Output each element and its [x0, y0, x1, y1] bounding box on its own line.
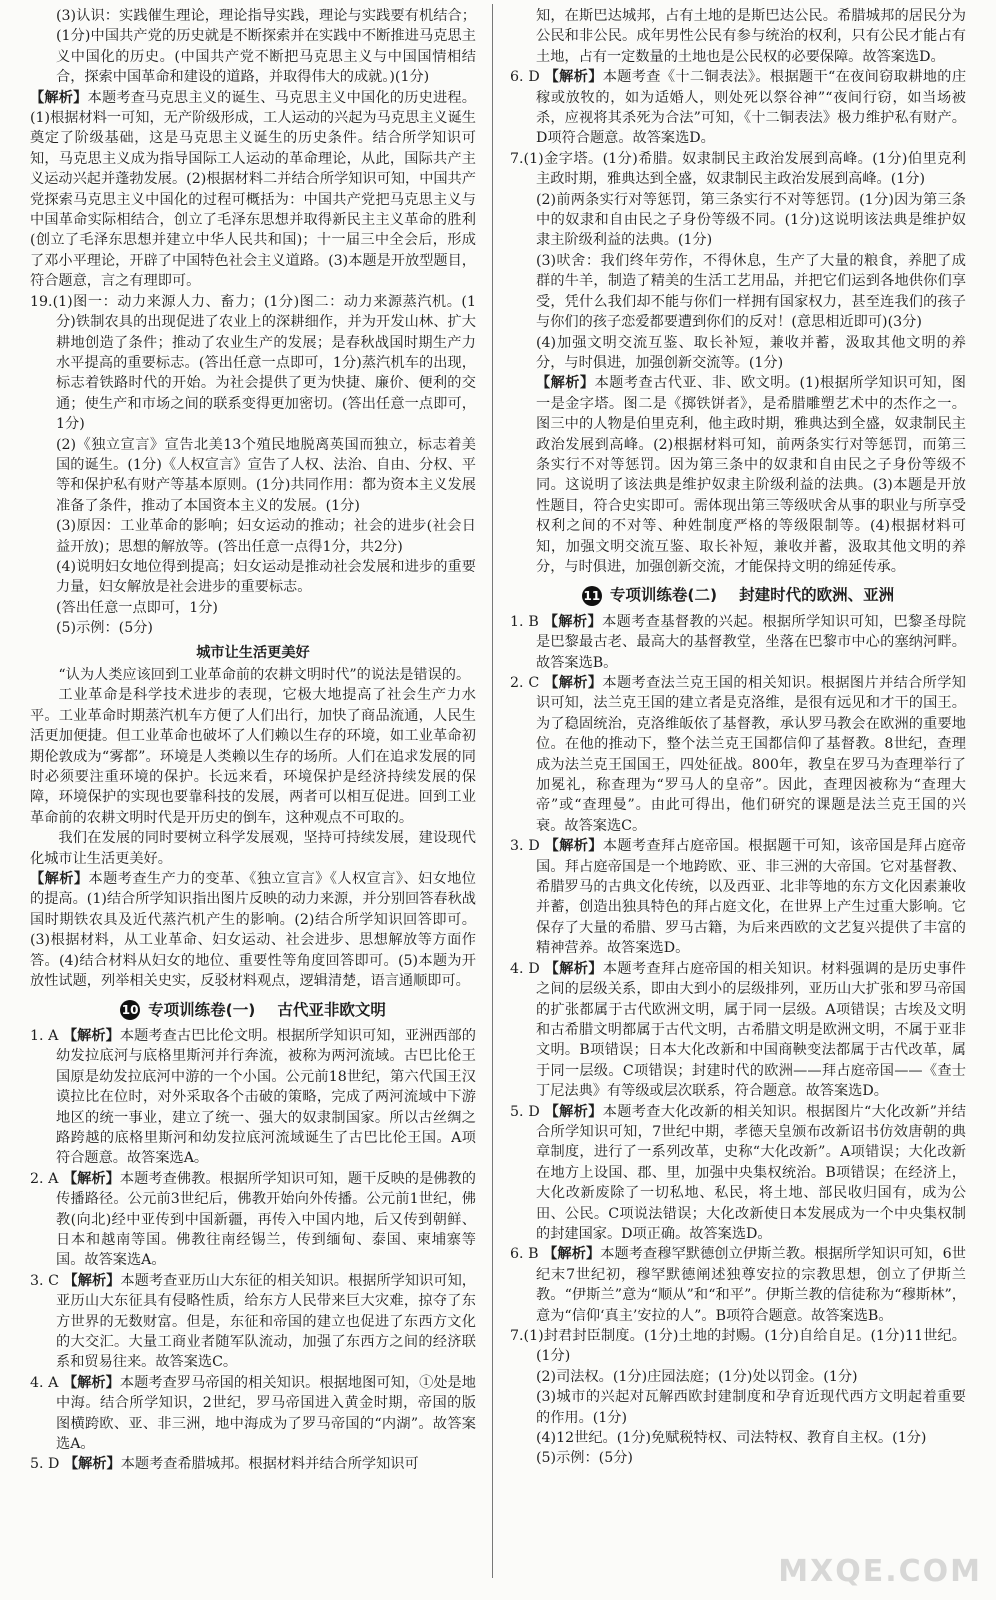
answer-paragraph: (3)吠舍：我们终年劳作，不得休息，生产了大量的粮食，养肥了成群的牛羊，制造了精美的生活工艺用品，并把它们运到各地供你们享受，凭什么我们却不能与你们一样拥有国家权力，甚至连我们的孩子与你们的孩子恋爱都要遭到你们的反对！(意思相近即可)(3分) [536, 252, 966, 331]
section-topic: 古代亚非欧文明 [277, 1000, 386, 1019]
right-column [510, 6, 966, 1580]
answer-paragraph: (4)说明妇女地位得到提高；妇女运动是推动社会发展和进步的重要力量，妇女解放是社会进步的重要标志。 [56, 558, 476, 596]
analysis-tag: 【解析】 [62, 1170, 120, 1187]
analysis-block [30, 869, 476, 991]
analysis-text: 本题考查拜占庭帝国。根据题干可知，该帝国是拜占庭帝国。拜占庭帝国是一个地跨欧、亚、非三洲的大帝国。它对基督教、希腊罗马的古典文化传统，以及西亚、北非等地的东方文化因素兼收并蓄，创造出独具特色的拜占庭文化，在世界上产生过重大影响。它保存了大量的希腊、罗马古籍，为后来西欧的文艺复兴提供了丰富的精神营养。故答案选D。 [536, 838, 966, 957]
analysis-tag: 【解析】 [63, 1456, 121, 1473]
answer-item [510, 67, 966, 149]
analysis-text: 本题考查基督教的兴起。根据所学知识可知，巴黎圣母院是巴黎最古老、最高大的基督教堂，坐落在巴黎市中心的塞纳河畔。故答案选B。 [536, 613, 966, 671]
analysis-tag: 【解析】 [30, 871, 89, 888]
essay-title: 城市让生活更美好 [196, 644, 310, 661]
answer-choice: 3. C [30, 1272, 59, 1289]
analysis-tag: 【解析】 [544, 69, 603, 86]
analysis-text: 本题考查生产力的变革、《独立宣言》《人权宣言》、妇女地位的提高。(1)结合所学知识指出图片反映的动力来源，并分别回答春秋战国时期铁农具及近代蒸汽机产生的影响。(2)结合所学知识回答即可。(3)根据材料，从工业革命、妇女运动、社会进步、思想解放等方面作答。(4)结合材料从妇女的地位、重要性等角度回答即可。(5)本题为开放性试题，列举相关史实，反驳材料观点，逻辑清楚，语言通顺即可。 [30, 871, 476, 990]
analysis-tag: 【解析】 [544, 675, 603, 691]
answer-paragraph: (2)《独立宣言》宣告北美13个殖民地脱离英国而独立，标志着美国的诞生。(1分)《人权宣言》宣告了人权、法治、自由、分权、平等和保护私有财产等基本原则。(1分)共同作用：都为资本主义发展准备了条件，推动了本国资本主义的发展。(1分) [56, 436, 476, 514]
analysis-text: 本题考查古巴比伦文明。根据所学知识可知，亚洲西部的幼发拉底河与底格里斯河并行奔流，被称为两河流域。古巴比伦王国原是幼发拉底河中游的一个小国。公元前18世纪，第六代国王汉谟拉比在位时，对外采取各个击破的策略，完成了两河流域中下游地区的统一事业，建立了统一、强大的奴隶制国家。所以古丝绸之路跨越的底格里斯河和幼发拉底河流域诞生了古巴比伦王国。A项符合题意。故答案选A。 [56, 1027, 476, 1167]
answer-paragraph: (2)司法权。(1分)庄园法庭；(1分)处以罚金。(1分) [536, 1368, 858, 1385]
analysis-text: 本题考查大化改新的相关知识。根据图片“大化改新”并结合所学知识可知，7世纪中期，孝德天皇颁布改新诏书仿效唐朝的典章制度，进行了一系列改革，史称“大化改新”。A项错误；大化改新在地方上设国、郡、里，加强中央集权统治。B项错误；在经济上，大化改新废除了一切私地、私民，将土地、部民收归国有，成为公田、公民。C项说法错误；大化改新使日本发展成为一个中央集权制的封建国家。D项正确。故答案选D。 [536, 1103, 966, 1242]
answer-paragraph: (5)示例：(5分) [56, 620, 153, 637]
analysis-tag: 【解析】 [543, 613, 603, 630]
site-watermark: MXQE.COM [778, 1553, 982, 1589]
answer-paragraph: (3)原因：工业革命的影响；妇女运动的推动；社会的进步(社会日益开放)；思想的解放等。(答出任意一点得1分，共2分) [56, 518, 476, 555]
answer-item [510, 959, 966, 1102]
answer-paragraph: (4)12世纪。(1分)免赋税特权、司法特权、教育自主权。(1分) [536, 1430, 927, 1447]
analysis-block [30, 88, 476, 292]
answer-paragraph: 7.(1)金字塔。(1分)希腊。奴隶制民主政治发展到高峰。(1分)伯里克利主政时期，雅典达到全盛，奴隶制民主政治发展到高峰。(1分) [510, 150, 966, 188]
answer-item [30, 1454, 476, 1474]
section-label: 专项训练卷(二) [609, 586, 718, 605]
analysis-text: 本题考查古代亚、非、欧文明。(1)根据所学知识可知，图一是金字塔。图二是《掷铁饼者》，是希腊雕塑艺术中的杰作之一。图三中的人物是伯里克利，他主政时期，雅典达到全盛，奴隶制民主政治发展到高峰。(2)根据材料可知，前两条实行对等惩罚，而第三条实行不对等惩罚。因为第三条中的奴隶和自由民之子身份等级不同。这说明了该法典是维护奴隶主阶级利益的法典。(3)本题是开放性题目，符合史实即可。需体现出第三等级吠舍从事的职业与所享受权利之间的不对等、种姓制度严格的等级限制等。(4)根据材料可知，加强文明交流互鉴、取长补短，兼收并蓄，汲取其他文明的养分，与时俱进，加强创新交流，才能保持文明的绵延传承。 [536, 375, 966, 575]
analysis-tag: 【解析】 [62, 1374, 120, 1391]
analysis-text: 本题考查亚历山大东征的相关知识。根据所学知识可知，亚历山大东征具有侵略性质，给东方人民带来巨大灾难，掠夺了东方世界的无数财富。但是，东征和帝国的建立也促进了东西方文化的大交汇。大量工商业者随军队流动，加强了东西方之间的经济联系和贸易往来。故答案选C。 [56, 1272, 476, 1371]
section-number-badge: 11 [582, 586, 602, 606]
answer-choice: 1. A [30, 1027, 59, 1044]
answer-item [510, 612, 966, 673]
answer-item [30, 1373, 476, 1455]
analysis-text: 本题考查罗马帝国的相关知识。根据地图可知，①处是地中海。结合所学知识，2世纪，罗马帝国进入黄金时期，帝国的版图横跨欧、亚、非三洲，地中海成为了罗马帝国的“内湖”。故答案选A。 [56, 1374, 476, 1453]
essay-paragraph: “认为人类应该回到工业革命前的农耕文明时代”的说法是错误的。 [58, 667, 471, 683]
left-column [30, 6, 476, 1580]
answer-paragraph: (3)城市的兴起对瓦解西欧封建制度和孕育近现代西方文明起着重要的作用。(1分) [536, 1389, 966, 1426]
analysis-text: 本题考查法兰克王国的相关知识。根据图片并结合所学知识可知，法兰克王国的建立者是克洛维，是很有远见和才干的国王。为了稳固统治，克洛维皈依了基督教，承认罗马教会在欧洲的重要地位。在他的推动下，整个法兰克王国都信仰了基督教。8世纪，查理成为法兰克王国国王，四处征战。800年，教皇在罗马为查理举行了加冕礼，称查理为“罗马人的皇帝”。因此，查理因被称为“查理大帝”或“查理曼”。由此可得出，他们研究的课题是法兰克王国的兴衰。故答案选C。 [536, 675, 966, 834]
answer-choice: 5. D [30, 1456, 60, 1473]
essay-paragraph: 我们在发展的同时要树立科学发展观，坚持可持续发展，建设现代化城市让生活更美好。 [30, 830, 476, 867]
answer-paragraph: (5)示例：(5分) [536, 1450, 633, 1467]
answer-paragraph: (3)认识：实践催生理论，理论指导实践，理论与实践要有机结合；(1分)中国共产党的历史就是不断探索并在实践中不断推进马克思主义中国化的历史。(中国共产党不断把马克思主义与中国国情相结合，探索中国革命和建设的道路，并取得伟大的成就。)(1分) [56, 8, 476, 86]
answer-choice: 1. B [510, 613, 539, 630]
analysis-tag: 【解析】 [62, 1027, 120, 1044]
analysis-text: 本题考查拜占庭帝国的相关知识。材料强调的是历史事件之间的层级关系，即由大到小的层级排列，亚历山大扩张和罗马帝国的扩张都属于古代欧洲文明，属于同一层级。A项错误；古埃及文明和古希腊文明都属于古代文明，古希腊文明是欧洲文明，不属于亚非文明。B项错误；日本大化改新和中国商鞅变法都属于古代改革，属于同一层级。C项错误；封建时代的欧洲——拜占庭帝国——《查士丁尼法典》有等级或层次联系，符合题意。故答案选D。 [536, 960, 966, 1100]
answer-item [510, 1102, 966, 1245]
analysis-tag: 【解析】 [543, 1246, 601, 1263]
answer-paragraph: 知，在斯巴达城邦，占有土地的是斯巴达公民。希腊城邦的居民分为公民和非公民。成年男性公民有参与统治的权利，只有公民才能占有土地，占有一定数量的土地也是公民权的必要保障。故答案选D。 [536, 8, 966, 65]
answer-item [510, 1244, 966, 1326]
section-header [510, 585, 966, 605]
analysis-text: 本题考查马克思主义的诞生、马克思主义中国化的历史进程。(1)根据材料一可知，无产阶级形成，工人运动的兴起为马克思主义诞生奠定了阶级基础，这是马克思主义诞生的历史条件。结合所学知识可知，马克思主义成为指导国际工人运动的革命理论，从此，国际共产主义运动兴起并蓬勃发展。(2)根据材料二并结合所学知识可知，中国共产党探索马克思主义中国化的过程可概括为：中国共产党把马克思主义与中国革命实际相结合，创立了毛泽东思想并取得新民主主义革命的胜利(创立了毛泽东思想并建立中华人民共和国)；十一届三中全会后，形成了邓小平理论，开辟了中国特色社会主义道路。(3)本题是开放型题目，符合题意，言之有理即可。 [30, 89, 476, 290]
analysis-tag: 【解析】 [536, 375, 595, 392]
answer-choice: 5. D [510, 1103, 540, 1120]
answer-item [30, 1271, 476, 1373]
analysis-tag: 【解析】 [544, 838, 603, 855]
answer-choice: 6. D [510, 69, 540, 86]
essay-paragraph: 工业革命是科学技术进步的表现，它极大地提高了社会生产力水平。工业革命时期蒸汽机车方便了人们出行，加快了商品流通，人民生活更加便捷。但工业革命也破坏了人们赖以生存的环境，如工业革命初期伦敦成为“雾都”。环境是人类赖以生存的场所。人们在追求发展的同时必须要注重环境的保护。长远来看，环境保护是经济持续发展的保障，环境保护的实现也要靠科技的发展，两者可以相互促进。回到工业革命前的农耕文明时代是开历史的倒车，这种观点不可取的。 [30, 687, 476, 826]
answer-paragraph: 7.(1)封君封臣制度。(1分)土地的封赐。(1分)自给自足。(1分)11世纪。(1分) [510, 1328, 966, 1365]
analysis-text: 本题考查穆罕默德创立伊斯兰教。根据所学知识可知，6世纪末7世纪初，穆罕默德阐述独尊安拉的宗教思想，创立了伊斯兰教。“伊斯兰”意为“顺从”和“和平”。伊斯兰教的信徒称为“穆斯林”，意为“信仰‘真主’安拉的人”。B项符合题意。故答案选B。 [536, 1246, 966, 1324]
answer-paragraph: (2)前两条实行对等惩罚，第三条实行不对等惩罚。(1分)因为第三条中的奴隶和自由民之子身份等级不同。(1分)这说明该法典是维护奴隶主阶级利益的法典。(1分) [536, 191, 966, 249]
answer-choice: 2. C [510, 675, 540, 691]
answer-choice: 2. A [30, 1170, 59, 1187]
answer-item [510, 673, 966, 836]
column-divider [492, 4, 493, 1578]
analysis-block [510, 373, 966, 577]
analysis-text: 本题考查佛教。根据所学知识可知，题干反映的是佛教的传播路径。公元前3世纪后，佛教开始向外传播。公元前1世纪，佛教(向北)经中亚传到中国新疆，再传入中国内地，后又传到朝鲜、日本和越南等国。佛教往南经锡兰，传到缅甸、泰国、柬埔寨等国。故答案选A。 [56, 1170, 476, 1269]
analysis-tag: 【解析】 [63, 1272, 121, 1289]
answer-choice: 3. D [510, 838, 540, 855]
analysis-tag: 【解析】 [544, 960, 603, 977]
answer-choice: 4. D [510, 960, 540, 977]
answer-choice: 6. B [510, 1246, 539, 1263]
section-header [30, 1000, 476, 1020]
answer-item [510, 836, 966, 958]
analysis-text: 本题考查希腊城邦。根据材料并结合所学知识可 [120, 1456, 419, 1473]
analysis-text: 本题考查《十二铜表法》。根据题干“在夜间窃取耕地的庄稼或放牧的，如为适婚人，则处死以祭谷神”“夜间行窃，如当场被杀，应视将其杀死为合法”可知，《十二铜表法》极力维护私有财产。D项符合题意。故答案选D。 [536, 69, 966, 147]
answer-paragraph: (答出任意一点即可，1分) [56, 599, 218, 616]
answer-item [30, 1169, 476, 1271]
answer-choice: 4. A [30, 1374, 59, 1391]
answer-item [30, 1026, 476, 1169]
analysis-tag: 【解析】 [30, 89, 88, 106]
analysis-tag: 【解析】 [544, 1103, 603, 1120]
answer-paragraph: 19.(1)图一：动力来源人力、畜力；(1分)图二：动力来源蒸汽机。(1分)铁制农具的出现促进了农业上的深耕细作，并为开发山林、扩大耕地创造了条件；推动了农业生产的发展；是春秋战国时期生产力水平提高的重要标志。(答出任意一点即可，1分)蒸汽机车的出现，标志着铁路时代的开始。为社会提供了更为快捷、廉价、便利的交通；使生产和市场之间的联系变得更加密切。(答出任意一点即可，1分) [30, 293, 476, 433]
answer-paragraph: (4)加强文明交流互鉴、取长补短，兼收并蓄，汲取其他文明的养分，与时俱进，加强创新交流等。(1分) [536, 334, 966, 371]
section-number-badge: 10 [120, 1000, 140, 1020]
section-topic: 封建时代的欧洲、亚洲 [739, 586, 895, 605]
section-label: 专项训练卷(一) [148, 1000, 256, 1019]
